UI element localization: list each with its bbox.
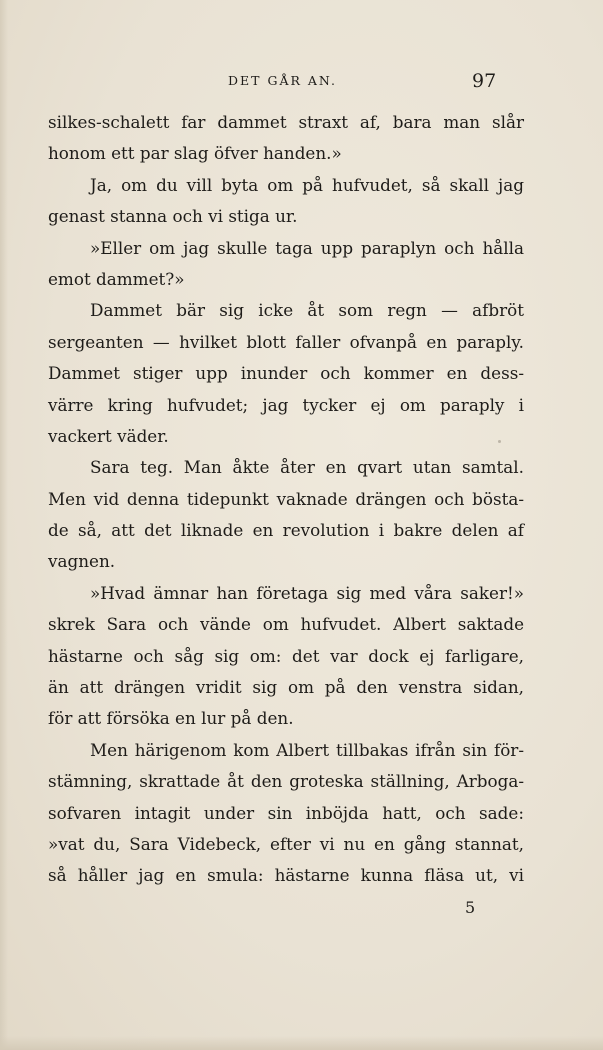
page-edge-shadow	[0, 0, 8, 1050]
running-title: DET GÅR AN.	[228, 73, 337, 88]
page-header	[0, 70, 603, 94]
text-line: Dammet bär sig icke åt som regn — afbröt	[90, 300, 524, 321]
text-line: Ja, om du vill byta om på hufvudet, så skall jag	[90, 174, 524, 195]
text-line: »Hvad ämnar han företaga sig med våra saker!»	[90, 582, 524, 603]
body-text	[48, 107, 524, 892]
text-line: Men härigenom kom Albert tillbakas ifrån sin för-	[90, 739, 524, 760]
page-bottom-shadow	[0, 1036, 603, 1050]
text-line: sergeanten — hvilket blott faller ofvanpå en paraply.	[48, 331, 524, 352]
text-line: värre kring hufvudet; jag tycker ej om paraply i	[48, 394, 524, 415]
page-number: 97	[472, 70, 497, 92]
paper-blemish	[498, 440, 501, 443]
text-line: »Eller om jag skulle taga upp paraplyn och hålla	[90, 237, 524, 258]
text-line: emot dammet?»	[48, 268, 185, 289]
text-line: genast stanna och vi stiga ur.	[48, 206, 298, 227]
text-line: sofvaren intagit under sin inböjda hatt, och sade:	[48, 802, 524, 823]
text-line: silkes-schalett far dammet straxt af, bara man slår	[48, 112, 524, 132]
text-line: Men vid denna tidepunkt vaknade drängen och bösta-	[48, 488, 524, 509]
text-line: Dammet stiger upp inunder och kommer en dess-	[48, 363, 524, 384]
text-line: de så, att det liknade en revolution i bakre delen af	[48, 520, 524, 541]
text-line: för att försöka en lur på den.	[48, 708, 294, 729]
text-line: stämning, skrattade åt den groteska ställning, Arboga-	[48, 771, 524, 792]
text-line: honom ett par slag öfver handen.»	[48, 143, 342, 164]
text-line: Sara teg. Man åkte åter en qvart utan samtal.	[90, 457, 524, 478]
text-line: hästarne och såg sig om: det var dock ej farligare,	[48, 645, 524, 666]
text-line: »vat du, Sara Videbeck, efter vi nu en gång stannat,	[48, 833, 524, 854]
text-line: så håller jag en smula: hästarne kunna fläsa ut, vi	[48, 865, 524, 886]
text-line: än att drängen vridit sig om på den venstra sidan,	[48, 677, 524, 698]
text-line: skrek Sara och vände om hufvudet. Albert saktade	[48, 614, 524, 635]
text-line: vackert väder.	[48, 425, 169, 446]
text-line: vagnen.	[48, 551, 116, 572]
signature-mark: 5	[465, 898, 476, 917]
